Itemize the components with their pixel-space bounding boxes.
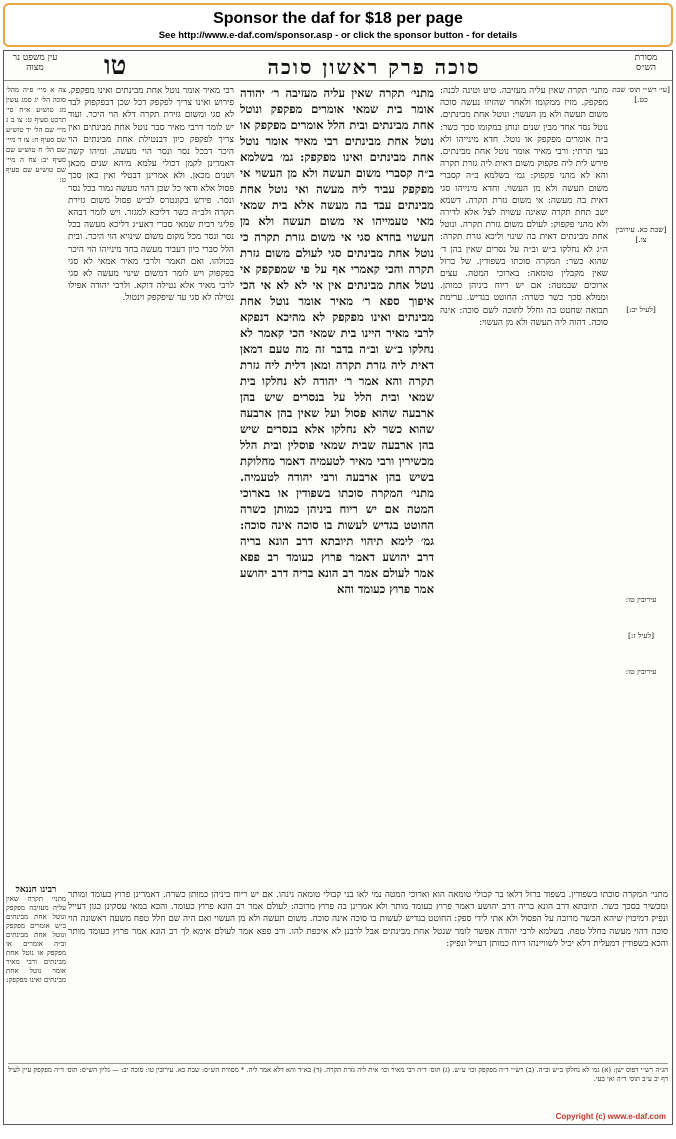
running-head: סוכה פרק ראשון סוכה xyxy=(267,55,481,79)
tosafot-column xyxy=(68,85,234,885)
bottom-commentary xyxy=(68,889,668,1059)
sponsor-banner[interactable] xyxy=(3,3,673,47)
rashi-column xyxy=(440,85,608,885)
tosafot-text: רבי מאיר אומר נוטל אחת מבינתים ואינו מפקפק. פירוש ואינו צריך לפקפק דכל שכן דבפקפוק לבד לא סגי ומשום גזירת תקרה דלא הוי היכר. ועוד יש לומר דרבי מאיר סבר נוטל אחת מבינתים ואין צריך לפקפק כיון דבנטילת אחת מבינתים הוי היכר דבכל נסר ונסר הוי מעשה. ומיהו קשה דאמרינן לקמן דכולי עלמא מיהא שנים מכאן ושנים מכאן. ולא אמרינן דבטלי ואין כאן סכך פסול אלא ודאי כל שכן דהוי מעשה גמור בכל נסר ונסר. פירש בקונטרס לב״ש פסול משום גזירת תקרה ולב״ה כשר דליכא למגזר. ויש לומר דבהא פליגי דבית שמאי סברי דאע״ג דליכא מעשה בכל נסר ונסר מכל מקום משום שינויא הוי היכר. ובית הלל סברי כיון דעביד מעשה בחד מינייהו הוי היכר בכולהו. ואם תאמר ולרבי מאיר אמאי לא סגי בפקפוק ויש לומר דמשום שינוי מעשה לא סגי לרבי מאיר אלא נטילה דוקא. ולרבי יהודה אפילו נטילה לא סגי עד שיפקפק וינטול. xyxy=(68,86,234,304)
rashi-text: מתני׳ תקרה שאין עליה מעזיבה. טיט וטינה לבנה: מפקפק. מזיז ממקומו ולאחר שהזיזו נעשה סוכה משום תעשה ולא מן העשוי: ונוטל אחת מבינתים. נוטל נסר אחד מבין שנים ונותן במקומו סכך כשר: ב״ה אומרים מפקפק או נוטל. חדא מינייהו ולא בעי תרתי: ורבי מאיר אומר נוטל אחת מבינתים. פירש לית ליה פקפוק משום דאית ליה גזרת תקרה והא לא מהני פקפוק: גמ׳ בשלמא ב״ה קסברי משום תעשה ולא מן העשוי. וחדא מינייהו סגי דאית בה מעשה: אי משום גזרת תקרה. דשמא ישב תחת תקרה שאינה עשויה לצל אלא לדירה ולא מהני פקפוק: לעולם משום גזרת תקרה. ונוטל אחת מבינתים דאית בה שינוי וליכא גזרת תקרה: ה״ג לא נחלקו ב״ש וב״ה על נסרים שאין בהן ד׳ שהוא כשר: המקרה סוכתו בשפודין. של ברזל שאין מקבלין טומאה: בארוכי המטה. עצים ארוכים שבמטה: אם יש ריוח ביניהן כמותן. וממלא סכך כשר כשרה: החוטט בגדיש. ערימת תבואה שחטט בה וחלל לתוכה לשם סוכה: אינה סוכה. דהוה ליה תעשה ולא מן העשוי: xyxy=(440,86,608,328)
mesoret-hashas-title: מסורת הש״ס xyxy=(634,53,658,73)
bottom-commentary-text: מתני׳ המקרה סוכתו בשפודין. בשפוד ברזל דלאו בר קבולי טומאה הוא וארוכי המטה נמי לאו בני קבולי טומאה נינהו. אם יש ריוח ביניהן כמותן כשרה. דאמרינן פרוץ כעומד ומותר ומכשיר בסכך כשר. תיובתא דרב הונא בריה דרב יהושע דאמר פרוץ כעומד מותר ולא אמרינן בה פרוץ מרובה: לעולם אמר רב הונא פרוץ כעומד. והכא במאי עסקינן כגון דעייל ונפיק דמיכוין שיהא הכשר מרובה על הפסול ולא אתי לידי ספק: החוטט בגדיש לעשות בו סוכה אינה סוכה. משום תעשה ולא מן העשוי ואם היה שם חלל טפח משעה ראשונה הוי סוכה דהוי מעשה בחלל טפח. בשלמא לרבי יהודה אפשר לומר שנטל אחת מבינתים אבל לרבנן לא איכפת להו. ורב פפא אמר לעולם אימא לך רב הונא אמר פרוץ כעומד מותר והכא בשפודין דמעלית דלא יכיל לשוויינהו ריוח כמותן דעייל ונפיק: xyxy=(68,890,668,949)
rabbenu-chananel-text: מתני׳ תקרה שאין עליה מעזיבה מפקפק ונוטל אחת מבינתים ב״ש אומרים מפקפק ונוטל אחת מבינתים וב״ה אומרים או מפקפק או נוטל אחת מבינתים ורבי מאיר אומר נוטל אחת מבינתים ואינו מפקפק: xyxy=(6,895,66,984)
sponsor-banner-subtitle[interactable]: See http://www.e-daf.com/sponsor.asp - or click the sponsor button - for details xyxy=(158,30,518,41)
margin-reference: [לעיל ז:] xyxy=(627,631,655,640)
ein-mishpat-title: עין משפט נר מצוה xyxy=(12,53,58,73)
rabbenu-chananel-column xyxy=(6,886,66,1026)
ein-mishpat-column xyxy=(6,85,66,875)
page-header xyxy=(4,51,672,81)
mesoret-hashas-column xyxy=(612,85,670,885)
talmud-page xyxy=(3,50,673,1125)
margin-reference: עירובין טו: xyxy=(625,667,657,676)
ein-mishpat-text: צה א מיי׳ פ״ה מהל׳ סוכה הל׳ יג סמג עשין מג טוש״ע א״ח סי׳ תרכט סעיף ט: צו ב ג מיי׳ שם הל׳ יד טוש״ע שם סעיף ח: צז ד מיי׳ שם הל׳ ח טוש״ע שם סעיף יב: צח ה מיי׳ שם טוש״ע שם סעיף ט: xyxy=(6,86,66,184)
bottom-notes-text: הג״ה רש״י דפוס ישן: (א) גמ׳ לא נחלקו ב״ש וב״ה. (ב) רש״י ד״ה מפקפק וכו׳ ע״ש. (ג) תוס׳ ד״ה רבי מאיר וכו׳ אית ליה גזרת תקרה. (ד) בא״ד והא דלא אמר ליה. * מסורת הש״ס: שבת כא. עירובין טו: סוכה יב: — גליון הש״ס: תוס׳ ד״ה מפקפק עיין לעיל דף יב ע״ב תוס׳ ד״ה ואי בעי. xyxy=(8,1066,668,1083)
bottom-notes xyxy=(8,1063,668,1119)
margin-reference: [שבת כא. עירובין צו.] xyxy=(615,225,667,244)
margin-reference: [לעיל יב:] xyxy=(626,305,656,314)
rabbenu-chananel-title: רבינו חננאל xyxy=(15,886,57,895)
daf-number: טו xyxy=(104,51,127,81)
gemara-text: מתני׳ תקרה שאין עליה מעזיבה ר׳ יהודה אומר בית שמאי אומרים מפקפק ונוטל אחת מבינתים ובית הלל אומרים מפקפק או נוטל אחת מבינתים רבי מאיר אומר נוטל אחת מבינתים ואינו מפקפק: גמ׳ בשלמא ב״ה קסברי משום תעשה ולא מן העשוי אי מפקפק עביד ליה מעשה ואי נוטל אחת מבינתים עבד בה מעשה אלא בית שמאי מאי טעמייהו אי משום תעשה ולא מן העשוי בחדא סגי אי משום גזרת תקרה כי נוטל אחת מבינתים סגי לעולם משום גזרת תקרה והכי קאמרי אף על פי שמפקפק אי נוטל אחת מבינתים אין אי לא לא אי הכי איפוך ספא ר׳ מאיר אומר נוטל אחת מבינתים ואינו מפקפק לא מהיכא דנפקא לרבי מאיר היינו בית שמאי הכי קאמר לא נחלקו ב״ש וב״ה בדבר זה מה טעם דמאן דאית ליה גזרת תקרה ומאן דלית ליה גזרת תקרה והא אמר ר׳ יהודה לא נחלקו בית שמאי ובית הלל על בנסרים שיש בהן ארבעה שהוא פסול ועל שאין בהן ארבעה שהוא כשר לא נחלקו אלא בנסרים שיש בהן ארבעה שבית שמאי פוסלין ובית הלל מכשירין ורבי מאיר לטעמיה דאמר מחלוקת בשיש בהן ארבעה ורבי יהודה לטעמיה. מתני׳ המקרה סוכתו בשפודין או בארוכי המטה אם יש ריוח ביניהן כמותן כשרה החוטט בגדיש לעשות בו סוכה אינה סוכה: גמ׳ לימא תיהוי תיובתא דרב הונא בריה דרב יהושע דאמר פרוץ כעומד רב פפא אמר לעולם אמר רב הונא בריה דרב יהושע אמר פרוץ כעומד והא xyxy=(240,86,434,596)
margin-reference: עירובין טו: xyxy=(625,595,657,604)
gemara-column xyxy=(240,85,434,885)
margin-reference: [עי׳ רש״י תוס׳ שבת כט.] xyxy=(612,85,670,104)
sponsor-banner-title[interactable]: Sponsor the daf for $18 per page xyxy=(213,10,463,27)
copyright-notice[interactable]: Copyright (c) www.e-daf.com xyxy=(555,1112,666,1121)
